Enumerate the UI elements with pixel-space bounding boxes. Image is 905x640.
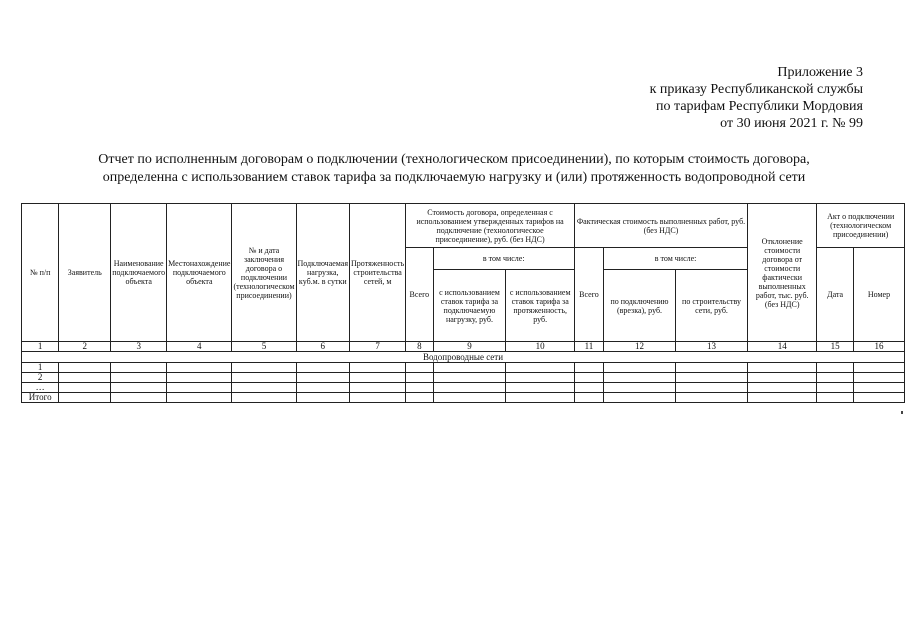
appendix-line-2: к приказу Республиканской службы: [649, 82, 863, 97]
scan-mark: [901, 411, 903, 414]
col-num: 4: [167, 342, 232, 352]
col-num: 11: [574, 342, 603, 352]
section-row: [22, 352, 905, 363]
header-object-name: Наименование подключаемого объекта: [111, 204, 167, 342]
col-num: 10: [506, 342, 575, 352]
col-num: 14: [748, 342, 817, 352]
appendix-block: [650, 64, 863, 132]
col-num: 8: [406, 342, 433, 352]
header-connection: по подключению (врезка), руб.: [604, 270, 676, 342]
col-num: 12: [604, 342, 676, 352]
row-label: 2: [22, 373, 59, 383]
total-row: [22, 393, 905, 403]
column-numbers-row: [22, 342, 905, 352]
title-line-1: Отчет по исполненным договорам о подключении (технологическом присоединении), по которым стоимость договора,: [98, 152, 810, 167]
col-num: 15: [817, 342, 854, 352]
header-length: Протяженность строительства сетей, м: [350, 204, 406, 342]
report-table: [21, 203, 905, 403]
header-num: № п/п: [22, 204, 59, 342]
header-total-2: Всего: [574, 248, 603, 342]
header-including-2: в том числе:: [604, 248, 748, 270]
col-num: 13: [675, 342, 747, 352]
row-label-total: Итого: [22, 393, 59, 403]
header-including: в том числе:: [433, 248, 574, 270]
header-load: Подключаемая нагрузка, куб.м. в сутки: [296, 204, 350, 342]
header-by-load: с использованием ставок тарифа за подключаемую нагрузку, руб.: [433, 270, 506, 342]
header-number: Номер: [853, 248, 904, 342]
header-object-location: Местонахождение подключаемого объекта: [167, 204, 232, 342]
col-num: 5: [232, 342, 296, 352]
appendix-line-1: Приложение 3: [777, 65, 863, 80]
title-line-2: определенна с использованием ставок тарифа за подключаемую нагрузку и (или) протяженность водопроводной сети: [102, 170, 806, 185]
row-label: 1: [22, 363, 59, 373]
section-label: Водопроводные сети: [22, 352, 905, 363]
header-deviation: Отклонение стоимости договора от стоимости фактически выполненных работ, тыс. руб. (без НДС): [748, 204, 817, 342]
col-num: 6: [296, 342, 350, 352]
table-row: [22, 363, 905, 373]
col-num: 2: [59, 342, 111, 352]
col-num: 16: [853, 342, 904, 352]
header-actual-cost-group: Фактическая стоимость выполненных работ, руб. (без НДС): [574, 204, 747, 248]
header-contract-cost-group: Стоимость договора, определенная с использованием утвержденных тарифов на подключение (технологическое присоединение), руб. (без НДС): [406, 204, 575, 248]
header-act-group: Акт о подключении (технологическом присоединении): [817, 204, 905, 248]
header-by-length: с использованием ставок тарифа за протяженность, руб.: [506, 270, 575, 342]
header-date: Дата: [817, 248, 854, 342]
col-num: 1: [22, 342, 59, 352]
col-num: 9: [433, 342, 506, 352]
header-total: Всего: [406, 248, 433, 342]
table-row: [22, 373, 905, 383]
row-label: …: [22, 383, 59, 393]
appendix-line-3: по тарифам Республики Мордовия: [656, 99, 863, 114]
table-row: [22, 383, 905, 393]
report-title: [20, 151, 888, 187]
header-contract-date: № и дата заключения договора о подключении (технологическом присоединении): [232, 204, 296, 342]
header-applicant: Заявитель: [59, 204, 111, 342]
col-num: 7: [350, 342, 406, 352]
appendix-line-4: от 30 июня 2021 г. № 99: [720, 116, 863, 131]
header-construction: по строительству сети, руб.: [675, 270, 747, 342]
col-num: 3: [111, 342, 167, 352]
